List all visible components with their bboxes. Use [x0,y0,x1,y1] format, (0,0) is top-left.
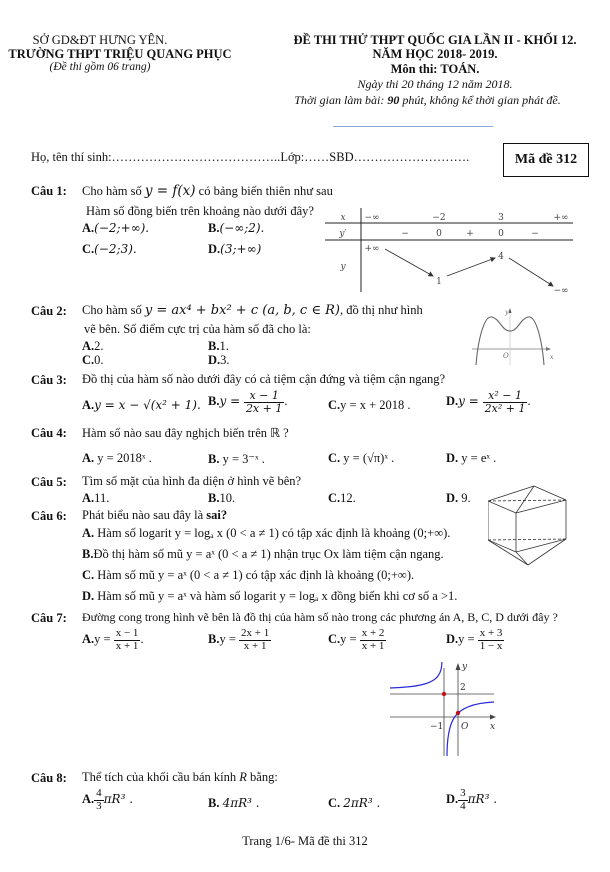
option-label: B. [208,452,220,466]
decrease-arrow [509,258,553,286]
y-value: 4 [498,252,504,262]
asymptote-intersection-point [442,692,446,696]
option-b[interactable] [208,390,287,414]
option-value: 9. [458,491,471,505]
y-value: −∞ [553,286,569,294]
option-b[interactable] [208,451,265,467]
denominator: x + 1 [115,639,139,652]
edge [534,486,566,500]
page-count-note: (Đề thi gồm 06 trang) [49,61,151,73]
x-arrow-icon [546,347,551,351]
option-c[interactable] [82,242,137,257]
numerator: x + 2 [361,627,385,639]
option-d[interactable] [446,390,531,414]
option-label: B. [208,221,220,235]
option-label: A. [82,398,95,412]
text-bold: sai? [206,508,228,522]
option-fraction [239,628,271,652]
x-tick-label: −1 [430,722,444,732]
option-value: y = x + 2018 . [340,398,411,412]
text-pre: Phát biểu nào sau đây là [82,508,207,522]
x-label: x [340,213,346,223]
x-value: 3 [498,213,504,223]
y-value: 1 [436,277,442,287]
text-post: có bảng biến thiên như sau [195,184,333,198]
option-label: B. [208,339,220,353]
option-label: A. [82,791,95,806]
x-value: +∞ [553,213,569,223]
option-label: B. [208,631,220,646]
option-value: (−2;+∞). [94,221,150,235]
question-text: Tìm số mặt của hình đa diện ở hình vẽ bên? [82,474,302,488]
option-value: 11. [94,491,110,505]
option-suffix: πR³ . [467,791,498,806]
subject: Môn thi: TOÁN. [390,62,480,76]
question-subtext: Hàm số đồng biến trên khoảng nào dưới đây? [86,204,314,218]
edge [488,501,516,513]
option-fraction [244,390,284,414]
y-label: y [340,262,346,272]
page-footer: Trang 1/6- Mã đề thi 312 [242,834,368,848]
option-d[interactable] [446,628,504,652]
option-c[interactable] [328,796,380,811]
text-pre: Thể tích của khối cầu bán kính [82,770,240,784]
school-year: NĂM HỌC 2018- 2019. [372,47,498,61]
option-label: C. [328,796,341,810]
option-value: y = x − √(x² + 1). [94,398,201,412]
option-a[interactable] [82,398,201,413]
option-b[interactable] [208,796,260,811]
text-pre: Cho hàm số [82,303,145,317]
option-value: 2. [94,339,104,353]
option-value: 0. [94,353,104,367]
hyperbola-right-branch [447,702,494,756]
variation-table [325,208,575,294]
yprime-value: − [401,229,409,239]
sbd-field[interactable]: SBD………………………. [329,150,470,164]
question-label: Câu 6: [31,509,67,523]
option-fraction [458,788,468,812]
y-tick-label: 2 [460,683,466,693]
option-a[interactable] [82,628,144,652]
option-label: D. [446,491,459,505]
option-value: (−2;3). [94,242,137,256]
option-value: Đồ thị hàm số mũ y = aˣ (0 < a ≠ 1) nhận trục Ox làm tiệm cận ngang. [93,547,444,561]
yprime-value: + [466,229,474,239]
numerator: x² − 1 [483,390,528,403]
question-label: Câu 4: [31,426,67,440]
option-label: D. [446,451,459,465]
option-c[interactable] [328,628,386,652]
yprime-value: − [531,229,539,239]
question-text: Đường cong trong hình vẽ bên là đồ thị của hàm số nào trong các phương án A, B, C, D dưới đây ? [82,610,558,624]
option-fraction [114,627,144,652]
y-value: +∞ [364,244,380,254]
option-label: D. [82,589,95,603]
y-arrow-icon [509,308,512,313]
option-a[interactable] [82,221,149,236]
option-b[interactable] [208,339,229,354]
option-value: 3. [220,353,230,367]
denominator: 3 [96,799,102,812]
option-prefix: y = [340,631,360,646]
statement-c[interactable] [82,568,414,583]
option-label: A. [82,631,95,646]
question-text [82,183,333,199]
option-value: 1. [219,339,229,353]
option-value: Hàm số mũ y = aˣ (0 < a ≠ 1) có tập xác định là khoảng (0;+∞). [94,568,415,582]
option-label: C. [328,631,341,646]
text-post: , đồ thị như hình [339,303,423,317]
question-text [82,508,227,523]
option-label: C. [82,353,95,367]
edge [516,539,566,552]
denominator: 4 [460,799,466,812]
question-label: Câu 3: [31,373,67,387]
x-arrow-icon [490,715,496,720]
option-fraction [478,628,505,652]
option-c[interactable] [328,398,411,413]
option-label: A. [82,451,95,465]
numerator: 4 [96,787,102,799]
formula: y = f(x) [144,183,196,199]
option-value: 12. [340,491,356,505]
origin-label: O [461,722,469,732]
exam-duration [250,93,605,108]
option-label: C. [82,568,95,582]
option-label: C. [82,242,95,256]
duration-prefix: Thời gian làm bài: [294,93,388,107]
option-prefix: y = [94,631,114,646]
option-a[interactable] [82,788,133,812]
hidden-edge [488,500,566,501]
student-info-line [31,150,469,165]
option-value: (3;+∞) [220,242,262,256]
option-b[interactable] [208,628,271,652]
statement-b[interactable] [82,547,444,562]
hyperbola-left-branch [390,662,442,688]
department-name: SỞ GD&ĐT HƯNG YÊN. [32,33,168,47]
option-value: (−∞;2). [219,221,265,235]
x-value: −2 [432,213,446,223]
option-label: D. [446,631,459,646]
option-value: 2πR³ . [343,796,381,810]
denominator: x + 1 [243,639,267,652]
numerator: 2x + 1 [241,627,270,639]
option-suffix: πR³ . [103,791,134,806]
option-d[interactable] [446,451,496,466]
origin-label: O [503,352,509,360]
option-d[interactable] [446,788,497,812]
numerator: x + 3 [479,627,503,639]
option-value: 10. [219,491,236,505]
option-value: y = eˣ . [461,451,497,465]
option-a[interactable] [82,491,109,506]
yprime-value: 0 [436,229,442,239]
option-a[interactable] [82,339,104,354]
option-c[interactable] [328,491,356,506]
quartic-graph [470,305,555,367]
option-label: D. [446,791,459,806]
option-a[interactable] [82,451,152,466]
option-fraction [483,389,531,415]
denominator: 2x² + 1 [484,401,526,415]
y-intercept-point [456,711,460,715]
school-name: TRƯỜNG THPT TRIỆU QUANG PHỤC [8,47,232,61]
option-label: C. [328,451,341,465]
decrease-arrow [385,249,433,276]
increase-arrow [447,258,495,276]
text-variable: R [239,770,247,784]
exam-code-box: Mã đề 312 [503,143,589,177]
formula: y = ax⁴ + bx² + c (a, b, c ∈ R) [144,303,340,318]
option-prefix: y = [458,631,478,646]
exam-title: ĐỀ THI THỬ THPT QUỐC GIA LẦN II - KHỐI 12. [293,33,577,47]
header-divider [333,126,493,127]
text-post: bằng: [246,770,278,784]
question-label: Câu 1: [31,184,67,198]
question-subtext: vẽ bên. Số điểm cực trị của hàm số đã cho là: [84,322,311,336]
option-prefix: y = [219,393,244,408]
option-label: B. [208,491,220,505]
option-label: B. [208,796,220,810]
option-suffix: . [527,393,531,408]
option-c[interactable] [328,451,394,466]
option-label: A. [82,491,95,505]
exam-date: Ngày thi 20 tháng 12 năm 2018. [357,77,513,91]
question-label: Câu 7: [31,611,67,625]
student-name-field[interactable]: Họ, tên thí sinh:………………………………….. [31,150,281,164]
duration-suffix: phút, không kể thời gian phát đề. [399,93,561,107]
option-value: y = (√π)ˣ . [343,451,395,465]
option-b[interactable] [208,221,264,236]
option-label: C. [328,398,341,412]
hidden-edge [488,539,566,540]
option-label: A. [82,339,95,353]
polyhedron-figure [488,483,578,567]
option-fraction [94,788,104,812]
question-text: Đồ thị của hàm số nào dưới đây có cả tiệm cận đứng và tiệm cận ngang? [82,372,446,386]
yprime-value: 0 [498,229,504,239]
denominator: 2x + 1 [245,401,283,415]
denominator: 1 − x [479,639,503,652]
statement-a[interactable] [82,526,450,541]
edge [488,540,516,552]
option-value: y = 3⁻ˣ . [222,452,265,466]
x-value: −∞ [364,213,380,223]
edge [528,539,566,565]
option-label: D. [208,353,221,367]
numerator: 3 [460,787,466,799]
question-text [82,770,278,785]
numerator: x − 1 [244,390,284,403]
question-text [82,303,423,318]
text-pre: Cho hàm số [82,184,145,198]
yprime-label: y′ [339,229,347,239]
statement-d[interactable] [82,589,457,604]
x-axis-label: x [490,722,496,732]
y-axis-label: y [462,662,468,672]
duration-minutes: 90 [387,93,400,107]
option-value: 4πR³ . [222,796,260,810]
option-suffix: . [140,631,144,646]
option-d[interactable] [446,491,471,506]
question-label: Câu 2: [31,304,67,318]
option-d[interactable] [208,242,261,257]
class-field[interactable]: Lớp:…… [280,150,330,164]
option-value: y = 2018ˣ . [97,451,152,465]
option-value: Hàm số logarit y = logₐ x (0 < a ≠ 1) có tập xác định là khoảng (0;+∞). [94,526,451,540]
option-fraction [360,628,387,652]
x-axis-label: x [550,354,554,361]
option-label: D. [446,393,459,408]
hyperbola-graph [388,660,500,758]
option-label: B. [208,393,220,408]
question-text: Hàm số nào sau đây nghịch biến trên ℝ ? [82,426,289,440]
y-arrow-icon [456,663,461,670]
option-label: D. [208,242,221,256]
edge [488,486,534,501]
y-axis-label: y [505,309,509,316]
denominator: x + 1 [361,639,385,652]
option-b[interactable] [208,491,235,506]
option-c[interactable] [82,353,104,368]
question-label: Câu 5: [31,475,67,489]
option-label: A. [82,526,95,540]
option-prefix: y = [458,393,483,408]
question-label: Câu 8: [31,771,67,785]
option-suffix: . [284,393,288,408]
option-value: Hàm số mũ y = aˣ và hàm số logarit y = logₐ x đồng biến khi cơ số a >1. [94,589,458,603]
option-prefix: y = [219,631,240,646]
numerator: x − 1 [115,627,139,639]
option-label: C. [328,491,341,505]
option-d[interactable] [208,353,230,368]
option-label: B. [82,547,94,561]
edge [488,540,528,565]
option-label: A. [82,221,95,235]
